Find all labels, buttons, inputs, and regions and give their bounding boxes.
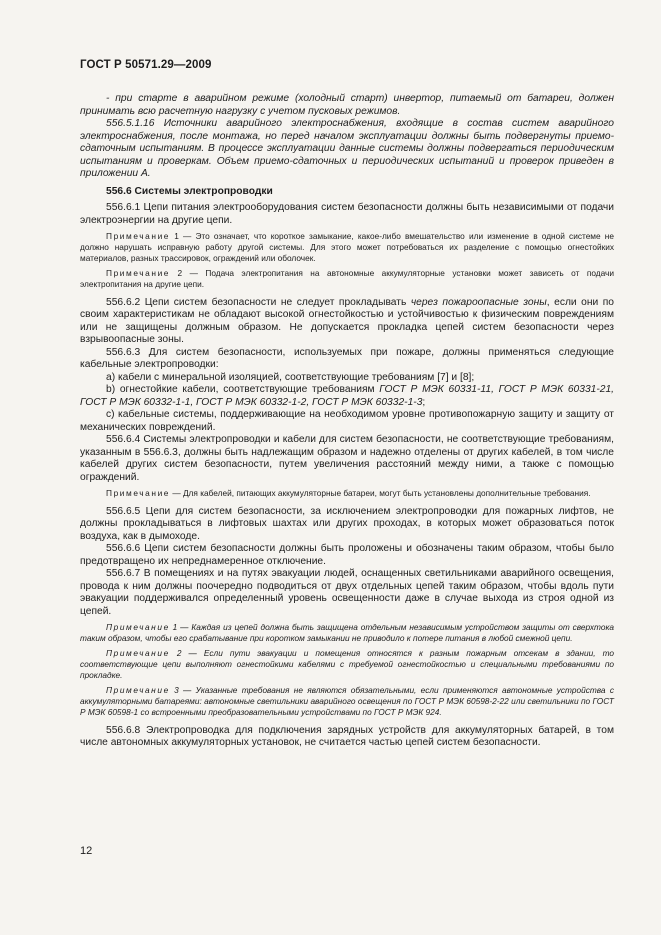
paragraph-text: , если они по своим характеристикам не обладают высокой огнестойкостью и устойчивостью к физическим повреждениям или не защищены должным образом. Не допускается прокладка цепей систем безопасности через взрывоопасные зоны. [80, 296, 615, 346]
note-evac-2 [80, 648, 614, 681]
list-text: ; [422, 396, 426, 408]
paragraph-556-6-4: 556.6.4 Системы электропроводки и кабели для систем безопасности, не соответствующие требованиям, указанным в 556.6.3, должны быть надлежащим образом и надежно отделены от других кабелей, в том числе кабелей других систем безопасности, путем увеличения расстояний между ними, а также с помощью ограждений. [80, 434, 614, 483]
note-1 [80, 231, 614, 264]
paragraph-556-5-1-16: 556.5.1.16 Источники аварийного электроснабжения, входящие в состав систем аварийного электроснабжения, после монтажа, но перед началом эксплуатации должны быть подвергнуты приемо-сдаточным испытаниям. В процессе эксплуатации данные системы должны подвергаться периодическим испытаниям и проверкам. Объем приемо-сдаточных и периодических испытаний и проверок приведен в приложении А. [80, 118, 614, 179]
paragraph-cold-start: - при старте в аварийном режиме (холодный старт) инвертор, питаемый от батареи, должен принимать всю расчетную нагрузку с учетом пусковых режимов. [80, 93, 614, 117]
paragraph-556-6-3: 556.6.3 Для систем безопасности, используемых при пожаре, должны применяться следующие кабельные электропроводки: [80, 346, 614, 371]
note-cables [80, 488, 614, 499]
paragraph-556-6-6: 556.6.6 Цепи систем безопасности должны быть проложены и обозначены таким образом, чтобы было предотвращено их непреднамеренное отключение. [80, 543, 614, 567]
section-heading-556-6: 556.6 Системы электропроводки [106, 185, 273, 197]
page-number: 12 [80, 845, 93, 857]
paragraph-556-6-1: 556.6.1 Цепи питания электрооборудования систем безопасности должны быть независимыми от подачи электроэнергии на другие цепи. [80, 202, 614, 226]
note-text: 2 — Если пути эвакуации и помещения относятся к разным пожарным отсекам в здании, то соответствующие цепи выполняют огнестойкими кабелями с требуемой огнестойкостью и специальными требованиями по прокладке. [80, 648, 614, 681]
note-text: 1 — Каждая из цепей должна быть защищена отдельным независимым устройством защиты от сверхтока таким образом, чтобы его срабатывание при коротком замыкании не приводило к потере питания в любой смежной цепи. [80, 622, 614, 644]
list-item-a: a) кабели с минеральной изоляцией, соответствующие требованиям [7] и [8]; [106, 371, 475, 383]
list-italic: ГОСТ Р МЭК 60331-11, ГОСТ Р МЭК 60331-21, ГОСТ Р МЭК 60332-1-1, ГОСТ Р МЭК 60332-1-2, ГОСТ Р МЭК 60332-1-3 [80, 384, 615, 408]
note-label: Примечание [106, 684, 170, 695]
paragraph-556-6-7: 556.6.7 В помещениях и на путях эвакуации людей, оснащенных светильниками аварийного освещения, провода к ним должны поочередно подводиться от двух отдельных цепей таким образом, чтобы вдоль пути эвакуации поддерживался определенный уровень освещенности даже в случае выхода из строя одной из цепей. [80, 568, 614, 617]
paragraph-italic: через пожароопасные зоны [410, 296, 547, 308]
paragraph-556-6-2 [80, 297, 614, 347]
paragraph-556-6-5: 556.6.5 Цепи для систем безопасности, за исключением электропроводки для пожарных лифтов, не должны прокладываться в лифтовых шахтах или других проходах, в которых может образоваться поток воздуха, как в дымоходе. [80, 505, 614, 542]
note-label: Примечание [106, 622, 170, 633]
document-body [80, 93, 614, 750]
paragraph-text: 556.6.2 Цепи систем безопасности не следует прокладывать [106, 296, 411, 308]
note-text: — Для кабелей, питающих аккумуляторные батареи, могут быть установлены дополнительные требования. [170, 488, 591, 499]
list-item-b [80, 384, 614, 409]
note-evac-3 [80, 685, 614, 718]
document-header: ГОСТ Р 50571.29—2009 [80, 59, 212, 71]
note-2 [80, 268, 614, 290]
note-text: 1 — Это означает, что короткое замыкание, какое-либо вмешательство или изменение в одной системе не должно нарушать исправную работу другой системы. Для этого может потребоваться их разделение с помощью огнестойких материалов, разных трассировок, ограждений или оболочек. [80, 231, 614, 263]
note-label: Примечание [106, 488, 171, 499]
note-evac-1 [80, 622, 614, 644]
note-label: Примечание [106, 267, 171, 278]
paragraph-556-6-8: 556.6.8 Электропроводка для подключения зарядных устройств для аккумуляторных батарей, в том числе автономных аккумуляторных установок, не считается частью цепей систем безопасности. [80, 724, 614, 749]
note-label: Примечание [106, 648, 170, 659]
note-label: Примечание [106, 231, 171, 241]
note-text: 2 — Подача электропитания на автономные аккумуляторные установки может зависеть от подачи электропитания на другие цепи. [80, 267, 614, 289]
list-item-c: c) кабельные системы, поддерживающие на необходимом уровне противопожарную защиту и защиту от механических повреждений. [80, 409, 614, 433]
list-text: b) огнестойкие кабели, соответствующие требованиям [106, 384, 380, 396]
note-text: 3 — Указанные требования не являются обязательными, если применяются автономные устройства с аккумуляторными батареями: автономные светильники аварийного освещения по ГОСТ Р МЭК 60598-2-22 или светильники по ГОСТ Р МЭК 60598-1 со встроенными преобразовательными устройствами по ГОСТ Р МЭК 924. [80, 684, 614, 717]
